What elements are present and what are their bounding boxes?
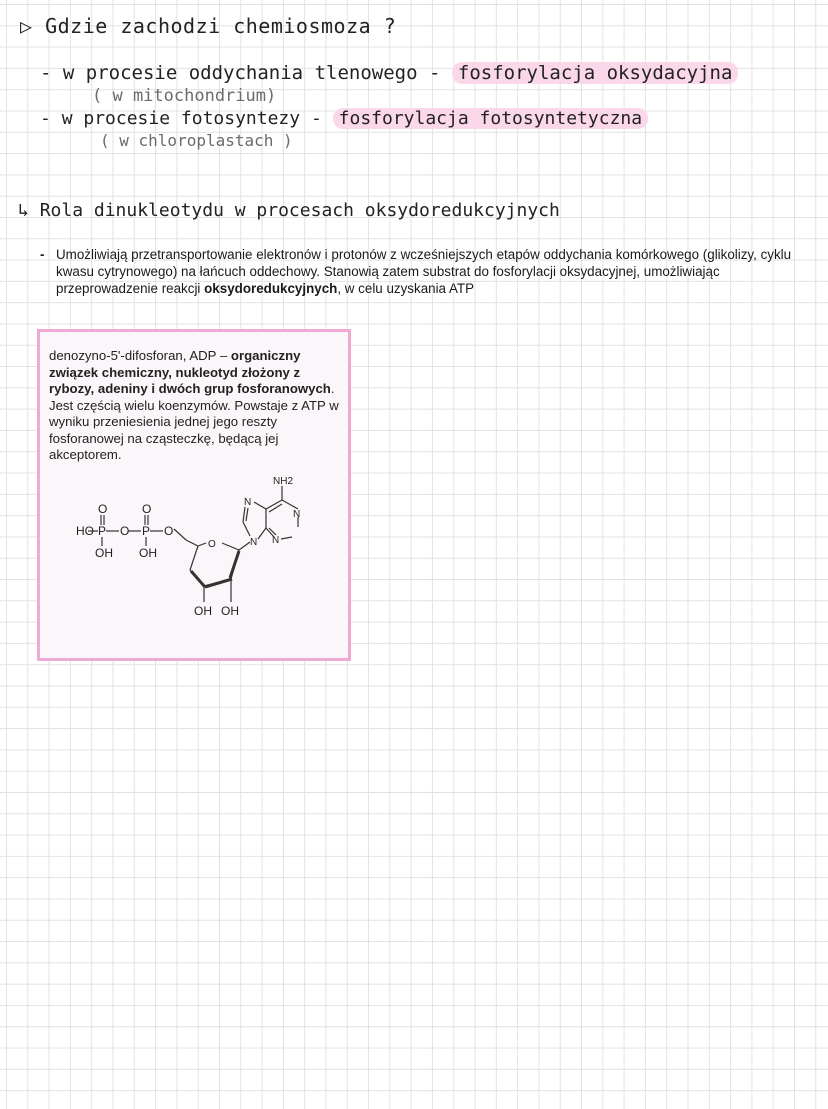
- section-title: Rola dinukleotydu w procesach oksydoredukcyjnych: [39, 200, 560, 221]
- photosynthesis-text: w procesie fotosyntezy: [61, 108, 301, 129]
- separator-dash: -: [310, 108, 322, 129]
- ring-o-label: O: [208, 539, 216, 550]
- o-bridge-label: O: [120, 524, 130, 538]
- note-line-photosynthesis: [40, 108, 648, 129]
- paragraph-part2: , w celu uzyskania ATP: [337, 281, 475, 296]
- oh3-label: OH: [194, 604, 212, 618]
- n3-label: N: [272, 535, 280, 546]
- note-line-mitochondrium: ( w mitochondrium): [92, 86, 277, 106]
- bullet-dash: -: [40, 247, 45, 262]
- paragraph-part1: Umożliwiają przetransportowanie elektronów i protonów z wcześniejszych etapów oddychania komórkowego (glikolizy, cyklu kwasu cytrynowego) na łańcuch oddechowy. Stanowią zatem substrat do fosforylacji oksydacyjnej, umożliwiając przeprowadzenie reakcji: [56, 247, 792, 296]
- adp-desc-part1: denozyno-5'-difosforan, ADP –: [49, 348, 231, 363]
- adp-desc-bold: organiczny związek chemiczny, nukleotyd złożony z rybozy, adeniny i dwóch grup fosforanowych: [49, 348, 331, 396]
- ho-label: HO: [76, 524, 94, 538]
- highlight-oxidative-phosphorylation: fosforylacja oksydacyjna: [452, 62, 739, 84]
- note-line-respiration: [40, 62, 738, 84]
- p1-label: P: [98, 524, 107, 538]
- bullet-dash: -: [40, 108, 51, 129]
- oh1-label: OH: [95, 546, 113, 560]
- paragraph-bold: oksydoredukcyjnych: [204, 281, 338, 296]
- adp-structure-diagram: [40, 332, 348, 658]
- n1-label: N: [293, 509, 301, 520]
- bullet-dash: -: [40, 62, 52, 84]
- separator-dash: -: [428, 62, 441, 84]
- p2-label: P: [142, 524, 151, 538]
- adp-desc-part2: . Jest częścią wielu koenzymów. Powstaje z ATP w wyniku przeniesienia jednej jego reszty fosforanowej na cząsteczkę, będącą jej akceptorem.: [49, 381, 339, 462]
- question-text: Gdzie zachodzi chemiosmoza ?: [45, 14, 397, 38]
- note-line-chloroplasts: ( w chloroplastach ): [100, 131, 293, 150]
- o-top1-label: O: [98, 502, 108, 516]
- n9-label: N: [250, 537, 258, 548]
- role-paragraph: [40, 246, 808, 297]
- n7-label: N: [244, 497, 252, 508]
- question-heading: [20, 14, 396, 38]
- adp-info-card: [37, 329, 351, 661]
- paragraph-text: [40, 246, 808, 297]
- o-top2-label: O: [142, 502, 152, 516]
- hook-arrow-icon: ↳: [18, 200, 29, 221]
- oh4-label: OH: [221, 604, 239, 618]
- highlight-photophosphorylation: fosforylacja fotosyntetyczna: [333, 108, 648, 129]
- respiration-text: w procesie oddychania tlenowego: [62, 62, 418, 84]
- oh2-label: OH: [139, 546, 157, 560]
- triangle-arrow-icon: ▷: [20, 14, 33, 38]
- nh2-label: NH2: [273, 476, 294, 487]
- o-ester-label: O: [164, 524, 174, 538]
- section-heading: [18, 200, 560, 221]
